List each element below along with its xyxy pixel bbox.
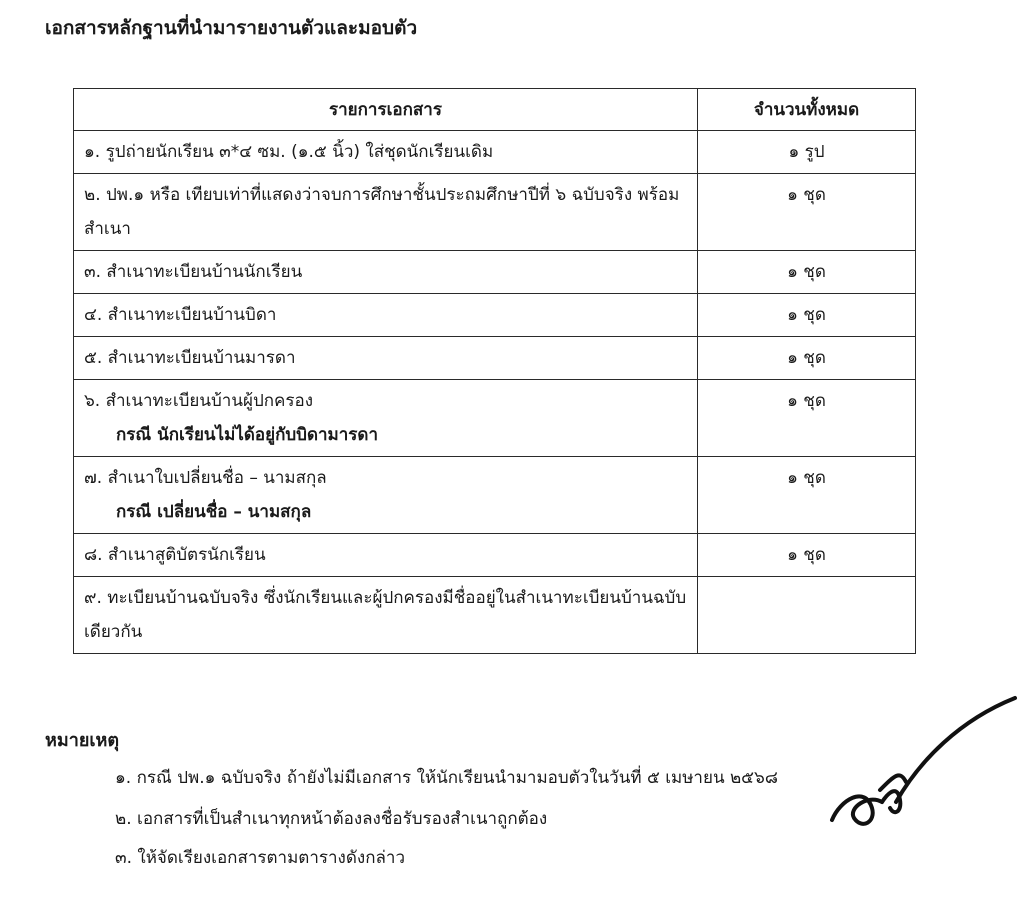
table-row bbox=[74, 457, 916, 534]
table-row bbox=[74, 251, 916, 294]
quantity-cell: ๑ ชุด bbox=[698, 294, 916, 337]
quantity-cell: ๑ ชุด bbox=[698, 457, 916, 534]
remarks-title: หมายเหตุ bbox=[45, 730, 120, 751]
handwritten-signature-icon bbox=[810, 690, 1020, 840]
quantity-cell: ๑ ชุด bbox=[698, 380, 916, 457]
documents-table bbox=[73, 88, 916, 654]
item-text: ๒. ปพ.๑ หรือ เทียบเท่าที่แสดงว่าจบการศึกษาชั้นประถมศึกษาปีที่ ๖ ฉบับจริง พร้อมสำเนา bbox=[84, 185, 680, 239]
item-text: ๗. สำเนาใบเปลี่ยนชื่อ – นามสกุล bbox=[84, 468, 327, 488]
item-text: ๙. ทะเบียนบ้านฉบับจริง ซึ่งนักเรียนและผู้ปกครองมีชื่ออยู่ในสำเนาทะเบียนบ้านฉบับเดียวกัน bbox=[84, 588, 687, 642]
item-cell bbox=[74, 457, 698, 534]
table-row bbox=[74, 131, 916, 174]
table-row bbox=[74, 380, 916, 457]
quantity-cell: ๑ ชุด bbox=[698, 337, 916, 380]
quantity-cell: ๑ รูป bbox=[698, 131, 916, 174]
item-text: ๖. สำเนาทะเบียนบ้านผู้ปกครอง bbox=[84, 391, 314, 411]
item-cell bbox=[74, 131, 698, 174]
header-item: รายการเอกสาร bbox=[74, 89, 698, 131]
remark-item: ๓. ให้จัดเรียงเอกสารตามตารางดังกล่าว bbox=[115, 848, 406, 868]
table-row bbox=[74, 174, 916, 251]
remark-item: ๒. เอกสารที่เป็นสำเนาทุกหน้าต้องลงชื่อรับรองสำเนาถูกต้อง bbox=[115, 809, 548, 829]
item-text: ๑. รูปถ่ายนักเรียน ๓*๔ ซม. (๑.๕ นิ้ว) ใส่ชุดนักเรียนเดิม bbox=[84, 142, 494, 162]
remark-item: ๑. กรณี ปพ.๑ ฉบับจริง ถ้ายังไม่มีเอกสาร ให้นักเรียนนำมามอบตัวในวันที่ ๕ เมษายน ๒๕๖๘ bbox=[115, 768, 778, 788]
item-cell bbox=[74, 577, 698, 654]
document-title: เอกสารหลักฐานที่นำมารายงานตัวและมอบตัว bbox=[45, 17, 418, 39]
item-text: ๓. สำเนาทะเบียนบ้านนักเรียน bbox=[84, 262, 303, 282]
item-case-note: กรณี เปลี่ยนชื่อ – นามสกุล bbox=[116, 502, 312, 522]
item-cell bbox=[74, 251, 698, 294]
item-cell bbox=[74, 294, 698, 337]
item-cell bbox=[74, 380, 698, 457]
header-quantity: จำนวนทั้งหมด bbox=[698, 89, 916, 131]
quantity-cell bbox=[698, 577, 916, 654]
item-cell bbox=[74, 534, 698, 577]
item-cell bbox=[74, 174, 698, 251]
item-text: ๔. สำเนาทะเบียนบ้านบิดา bbox=[84, 305, 277, 325]
item-cell bbox=[74, 337, 698, 380]
quantity-cell: ๑ ชุด bbox=[698, 174, 916, 251]
table-row bbox=[74, 534, 916, 577]
quantity-cell: ๑ ชุด bbox=[698, 251, 916, 294]
item-text: ๕. สำเนาทะเบียนบ้านมารดา bbox=[84, 348, 296, 368]
table-row bbox=[74, 337, 916, 380]
item-case-note: กรณี นักเรียนไม่ได้อยู่กับบิดามารดา bbox=[116, 425, 378, 445]
table-header-row bbox=[74, 89, 916, 131]
table-row bbox=[74, 577, 916, 654]
table-row bbox=[74, 294, 916, 337]
quantity-cell: ๑ ชุด bbox=[698, 534, 916, 577]
item-text: ๘. สำเนาสูติบัตรนักเรียน bbox=[84, 545, 266, 565]
